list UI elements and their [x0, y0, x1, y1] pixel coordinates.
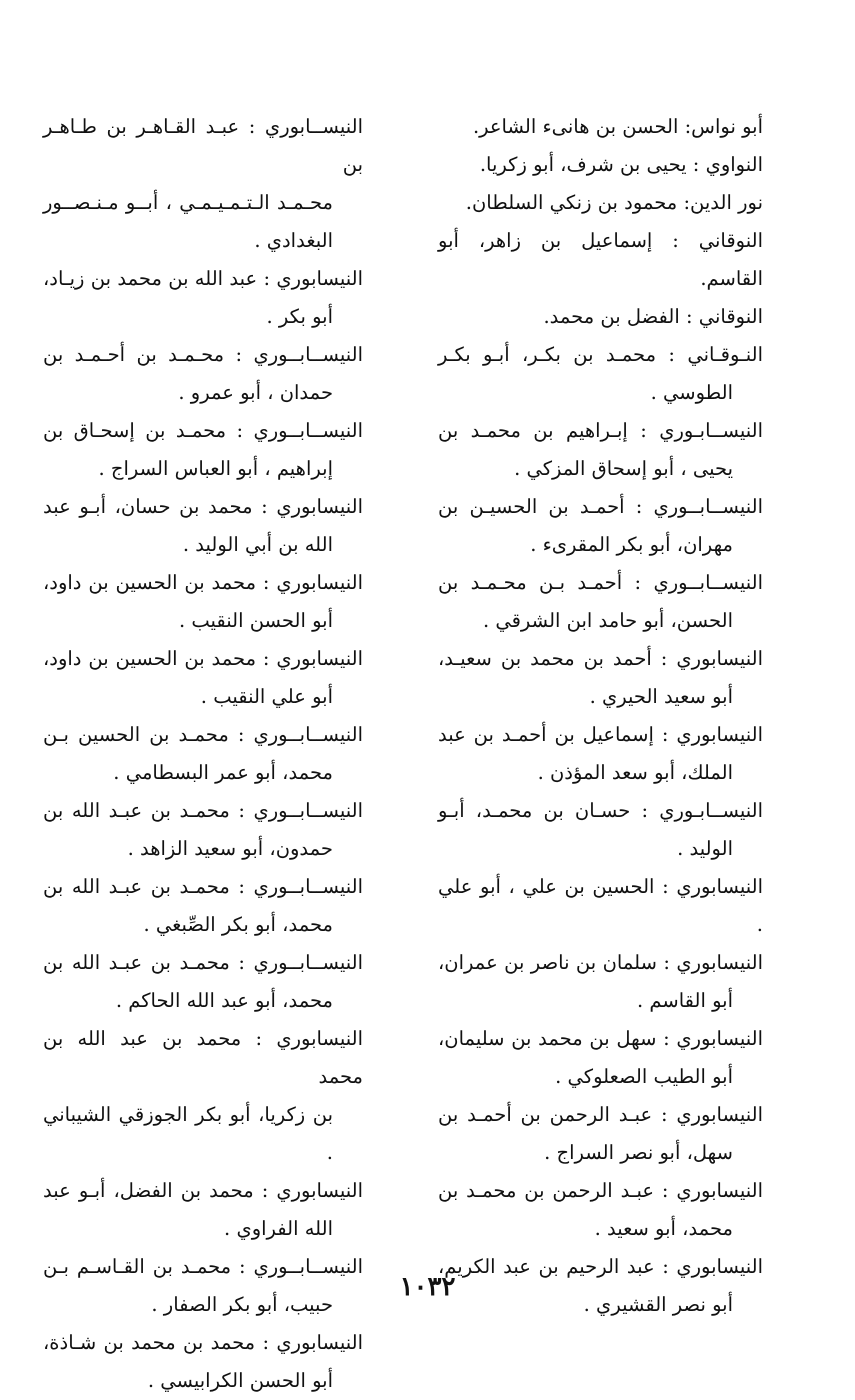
index-entry	[438, 108, 763, 146]
entry-heading-line: النيسابوري : عبـد الرحمن بن محمـد بن	[438, 1179, 763, 1202]
index-entry	[43, 412, 363, 488]
entry-heading-line: النيســابــوري : محمـد بن عبـد الله بن	[43, 875, 363, 898]
index-entry	[438, 222, 763, 298]
entry-heading-line: النواوي : يحيى بن شرف، أبو زكريا.	[479, 153, 763, 176]
entry-heading-line: النيســابوري : عبـد القـاهـر بن طـاهـر بن	[43, 115, 363, 176]
entry-heading-line: النيســابــوري : محمـد بن الحسين بـن	[43, 723, 363, 746]
index-entry	[43, 640, 363, 716]
entry-continuation-line: محمد، أبو عمر البسطامي .	[113, 761, 333, 784]
entry-heading-line: النيسابوري : محمد بن محمد بن شـاذة،	[43, 1331, 363, 1354]
entry-heading-line: النيسابوري : إسماعيل بن أحمـد بن عبد	[438, 723, 763, 746]
entry-continuation-line: بن زكريا، أبو بكر الجوزقي الشيباني .	[43, 1103, 333, 1164]
entry-heading-line: النيســابــوري : أحمـد بـن محـمـد بن	[438, 571, 763, 594]
entry-heading-line: النيســابـوري : إبـراهيم بن محمـد بن	[438, 419, 763, 442]
entry-heading-line: النيسابوري : أحمد بن محمد بن سعيـد،	[438, 647, 763, 670]
entry-heading-line: النوقاني : إسماعيل بن زاهر، أبو القاسم.	[438, 229, 763, 290]
index-entry	[43, 944, 363, 1020]
entry-heading-line: النيسابوري : سهل بن محمد بن سليمان،	[438, 1027, 763, 1050]
entry-heading-line: النوقاني : الفضل بن محمد.	[543, 305, 763, 328]
index-column-right	[438, 108, 763, 1324]
index-entry	[43, 108, 363, 260]
index-column-left	[43, 108, 363, 1400]
entry-heading-line: النيســابـوري : حسـان بن محمـد، أبـو	[438, 799, 763, 822]
index-entry	[438, 716, 763, 792]
index-entry	[438, 146, 763, 184]
entry-heading-line: النيسابوري : عبـد الرحمن بن أحمـد بن	[438, 1103, 763, 1126]
index-entry	[43, 564, 363, 640]
entry-heading-line: النيسابوري : الحسين بن علي ، أبو علي .	[438, 875, 763, 936]
index-entry	[43, 260, 363, 336]
entry-continuation-line: أبو بكر .	[266, 305, 333, 328]
index-entry	[438, 336, 763, 412]
index-entry	[438, 944, 763, 1020]
entry-heading-line: النيســابــوري : محمـد بن عبـد الله بن	[43, 951, 363, 974]
entry-continuation-line: حمدان ، أبو عمرو .	[178, 381, 333, 404]
entry-heading-line: النيسابوري : محمد بن الفضل، أبـو عبد	[43, 1179, 363, 1202]
entry-continuation-line: الوليد .	[677, 837, 733, 860]
entry-heading-line: النيســابــوري : محمـد بن القـاسـم بـن	[43, 1255, 363, 1278]
page-number: ١٠٣٢	[399, 1272, 456, 1302]
entry-heading-line: النيسابوري : محمد بن الحسين بن داود،	[43, 647, 363, 670]
index-entry	[438, 792, 763, 868]
entry-continuation-line: أبو الحسن النقيب .	[178, 609, 333, 632]
index-entry	[43, 1324, 363, 1400]
entry-continuation-line: إبراهيم ، أبو العباس السراج .	[98, 457, 333, 480]
index-entry	[438, 1096, 763, 1172]
index-entry	[43, 1020, 363, 1172]
entry-continuation-line: سهل، أبو نصر السراج .	[544, 1141, 733, 1164]
entry-heading-line: النيســابــوري : محمـد بن عبـد الله بن	[43, 799, 363, 822]
entry-heading-line: النيســابــوري : أحمـد بن الحسيـن بن	[438, 495, 763, 518]
entry-continuation-line: الحسن، أبو حامد ابن الشرقي .	[482, 609, 733, 632]
entry-heading-line: النيسابوري : محمد بن حسان، أبـو عبد	[43, 495, 363, 518]
index-entry	[43, 336, 363, 412]
index-entry	[438, 488, 763, 564]
index-entry	[43, 1172, 363, 1248]
entry-heading-line: النيســابــوري : محمـد بن إسحـاق بن	[43, 419, 363, 442]
index-entry	[43, 716, 363, 792]
entry-continuation-line: حبيب، أبو بكر الصفار .	[151, 1293, 333, 1316]
index-entry	[438, 298, 763, 336]
entry-continuation-line: مهران، أبو بكر المقرىء .	[530, 533, 733, 556]
index-entry	[438, 1020, 763, 1096]
entry-heading-line: النيســابــوري : محـمـد بن أحـمـد بن	[43, 343, 363, 366]
index-entry	[438, 868, 763, 944]
index-entry	[438, 1172, 763, 1248]
entry-continuation-line: محمد، أبو عبد الله الحاكم .	[115, 989, 333, 1012]
entry-continuation-line: أبو القاسم .	[637, 989, 733, 1012]
index-entry	[438, 412, 763, 488]
entry-continuation-line: الله بن أبي الوليد .	[182, 533, 333, 556]
index-entry	[438, 184, 763, 222]
entry-continuation-line: أبو الطيب الصعلوكي .	[555, 1065, 733, 1088]
entry-continuation-line: الملك، أبو سعد المؤذن .	[537, 761, 733, 784]
entry-heading-line: النيسابوري : عبد الرحيم بن عبد الكريم،	[438, 1255, 763, 1278]
entry-heading-line: النيسابوري : عبد الله بن محمد بن زيـاد،	[43, 267, 363, 290]
entry-continuation-line: أبو علي النقيب .	[200, 685, 333, 708]
entry-continuation-line: البغدادي .	[254, 229, 333, 252]
entry-continuation-line: الطوسي .	[650, 381, 733, 404]
entry-continuation-line: محمد، أبو بكر الصِّبغي .	[143, 913, 333, 936]
entry-continuation-line: محـمـد الـتـمـيـمـي ، أبــو مـنـصــور	[43, 191, 333, 214]
index-entry	[438, 640, 763, 716]
entry-continuation-line: أبو سعيد الحيري .	[589, 685, 733, 708]
index-entry	[438, 564, 763, 640]
index-entry	[43, 868, 363, 944]
entry-continuation-line: أبو الحسن الكرابيسي .	[147, 1369, 333, 1392]
entry-heading-line: أبو نواس: الحسن بن هانىء الشاعر.	[472, 115, 763, 138]
entry-continuation-line: الله الفراوي .	[224, 1217, 333, 1240]
entry-heading-line: النيسابوري : محمد بن عبد الله بن محمد	[43, 1027, 363, 1088]
entry-continuation-line: أبو نصر القشيري .	[583, 1293, 733, 1316]
entry-heading-line: النـوقـاني : محمـد بن بكـر، أبـو بكـر	[438, 343, 763, 366]
entry-heading-line: نور الدين: محمود بن زنكي السلطان.	[465, 191, 763, 214]
entry-continuation-line: حمدون، أبو سعيد الزاهد .	[127, 837, 333, 860]
entry-heading-line: النيسابوري : سلمان بن ناصر بن عمران،	[438, 951, 763, 974]
index-entry	[43, 488, 363, 564]
entry-continuation-line: يحيى ، أبو إسحاق المزكي .	[514, 457, 733, 480]
entry-continuation-line: محمد، أبو سعيد .	[594, 1217, 733, 1240]
entry-heading-line: النيسابوري : محمد بن الحسين بن داود،	[43, 571, 363, 594]
index-entry	[43, 792, 363, 868]
